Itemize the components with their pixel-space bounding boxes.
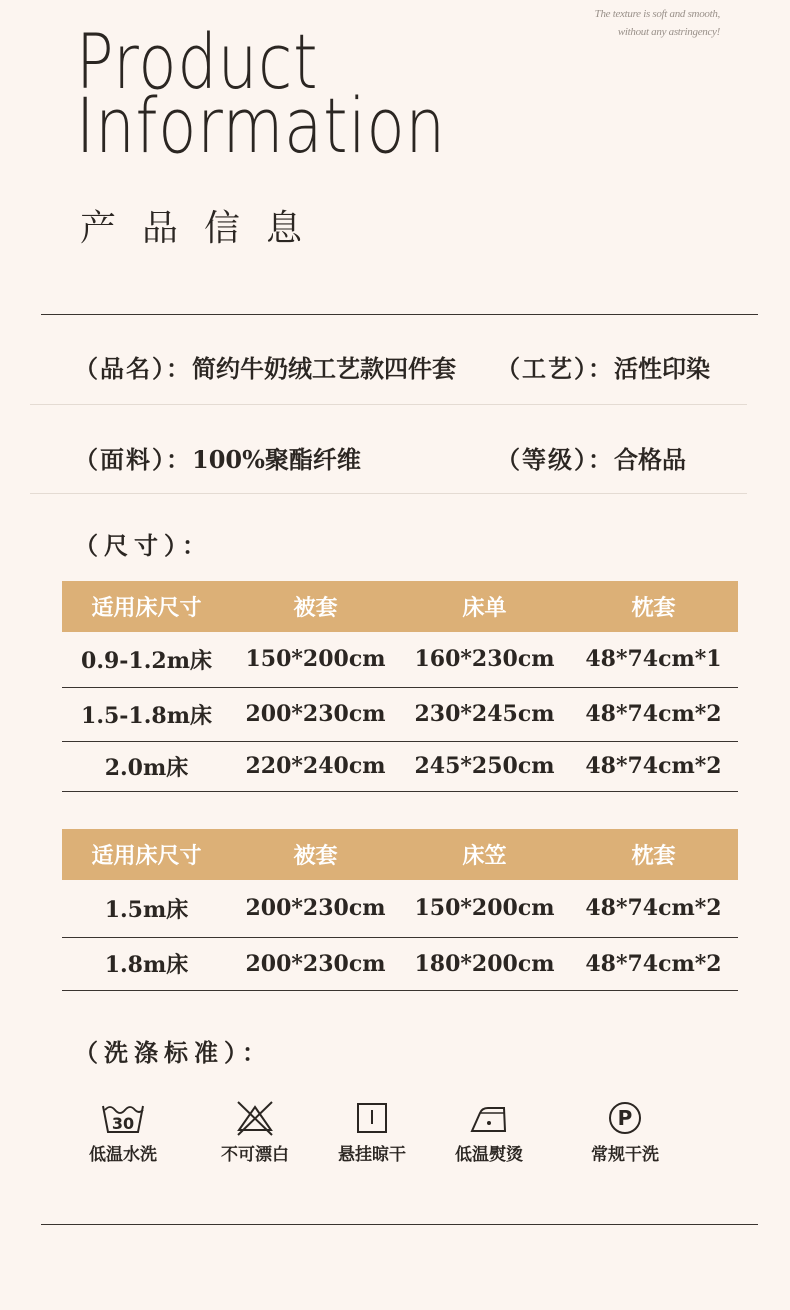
table-cell: 150*200cm — [231, 632, 400, 687]
fabric-label: （面料）： — [74, 445, 192, 474]
care-item-hang-dry — [330, 1100, 414, 1165]
english-title — [76, 17, 446, 170]
svg-text:30: 30 — [111, 1114, 135, 1133]
column-header: 床笠 — [400, 829, 569, 880]
table-cell: 200*230cm — [231, 880, 400, 937]
column-header: 被套 — [231, 581, 400, 632]
info-row-grade — [496, 440, 686, 475]
tagline — [460, 5, 720, 41]
table-cell: 48*74cm*2 — [569, 687, 738, 741]
table-cell: 200*230cm — [231, 687, 400, 741]
size-table-fitted — [62, 829, 738, 991]
care-label: 不可漂白 — [221, 1145, 289, 1165]
table-cell: 48*74cm*2 — [569, 880, 738, 937]
care-label: 悬挂晾干 — [338, 1145, 406, 1165]
table-cell: 200*230cm — [231, 937, 400, 990]
fabric-value: 100%聚酯纤维 — [192, 445, 361, 474]
table-cell: 220*240cm — [231, 741, 400, 791]
info-row-craft — [496, 349, 710, 384]
low-iron-icon — [466, 1100, 512, 1136]
craft-value: 活性印染 — [614, 354, 710, 383]
english-title-line-2: Information — [76, 81, 446, 170]
info-divider-1 — [30, 404, 747, 405]
top-divider — [41, 314, 758, 315]
care-label: 低温熨烫 — [455, 1145, 523, 1165]
product-name-label: （品名）： — [74, 354, 192, 383]
column-header: 枕套 — [569, 829, 738, 880]
column-header: 枕套 — [569, 581, 738, 632]
grade-value: 合格品 — [614, 445, 686, 474]
table-cell: 180*200cm — [400, 937, 569, 990]
table-row — [62, 632, 738, 687]
table-row — [62, 687, 738, 741]
table-cell: 150*200cm — [400, 880, 569, 937]
wash-section-label: （洗涤标准）： — [74, 1038, 272, 1067]
tagline-line-2: without any astringency! — [617, 26, 720, 38]
table-row — [62, 880, 738, 937]
table-cell: 1.8m床 — [62, 937, 231, 990]
care-item-low-temp-wash — [83, 1100, 163, 1165]
bottom-divider — [41, 1224, 758, 1225]
care-label: 常规干洗 — [591, 1145, 659, 1165]
table-cell: 48*74cm*2 — [569, 937, 738, 990]
column-header: 适用床尺寸 — [62, 829, 231, 880]
info-row-fabric — [74, 440, 361, 475]
grade-label: （等级）： — [496, 445, 614, 474]
no-bleach-icon — [232, 1100, 278, 1136]
table-cell: 48*74cm*1 — [569, 632, 738, 687]
table-header-row — [62, 829, 738, 880]
column-header: 床单 — [400, 581, 569, 632]
size-section-label: （尺寸）： — [74, 531, 212, 560]
info-divider-2 — [30, 493, 747, 494]
table-cell: 48*74cm*2 — [569, 741, 738, 791]
craft-label: （工艺）： — [496, 354, 614, 383]
table-row — [62, 741, 738, 791]
table-cell: 1.5-1.8m床 — [62, 687, 231, 741]
column-header: 适用床尺寸 — [62, 581, 231, 632]
info-row-name-craft — [74, 349, 456, 384]
column-header: 被套 — [231, 829, 400, 880]
care-item-dry-clean — [583, 1100, 667, 1165]
table-row — [62, 937, 738, 990]
care-label: 低温水洗 — [89, 1145, 157, 1165]
hang-dry-icon — [349, 1100, 395, 1136]
table-cell: 0.9-1.2m床 — [62, 632, 231, 687]
svg-text:P: P — [617, 1106, 633, 1130]
care-item-low-iron — [447, 1100, 531, 1165]
table-header-row — [62, 581, 738, 632]
table-cell: 245*250cm — [400, 741, 569, 791]
wash-30-icon — [100, 1100, 146, 1136]
care-item-no-bleach — [213, 1100, 297, 1165]
table-cell: 230*245cm — [400, 687, 569, 741]
tagline-line-1: The texture is soft and smooth, — [594, 8, 720, 20]
english-title-line-1: Product — [76, 17, 319, 106]
dry-clean-icon — [602, 1100, 648, 1136]
table-cell: 1.5m床 — [62, 880, 231, 937]
table-cell: 2.0m床 — [62, 741, 231, 791]
size-table-sheet — [62, 581, 738, 792]
table-cell: 160*230cm — [400, 632, 569, 687]
product-name-value: 简约牛奶绒工艺款四件套 — [192, 354, 456, 383]
chinese-title: 产品信息 — [80, 208, 329, 249]
